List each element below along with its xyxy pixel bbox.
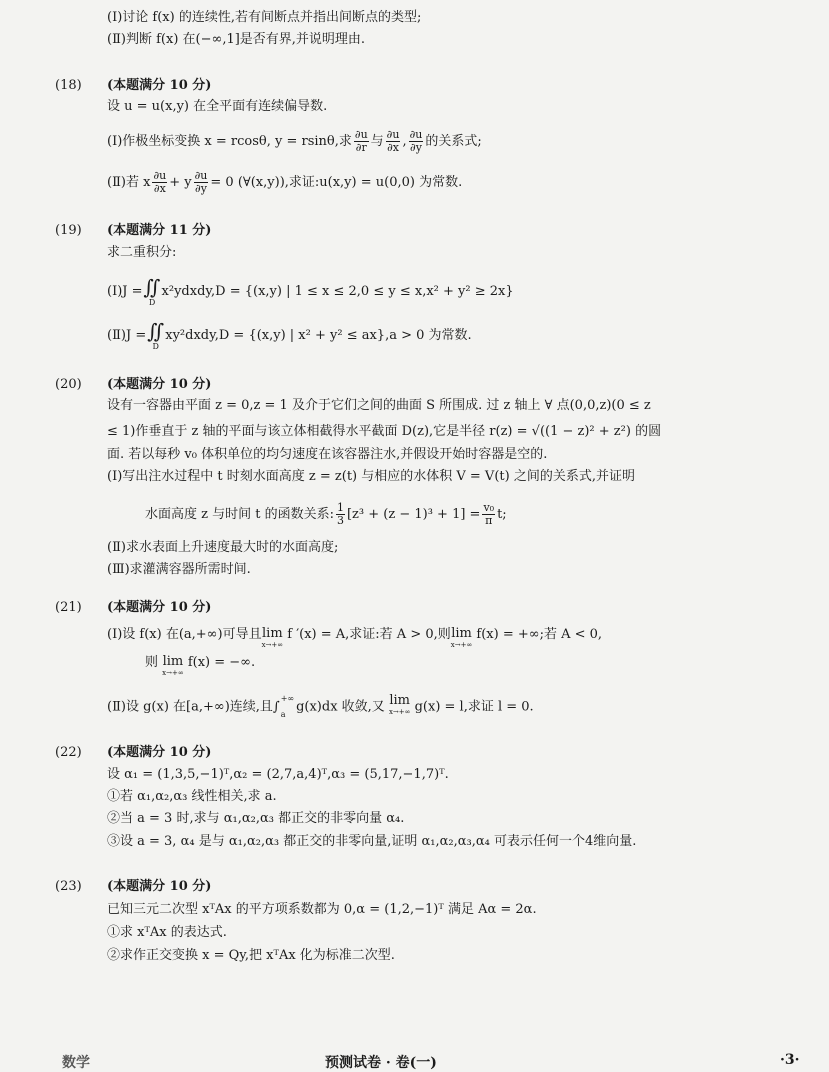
lim-subscript: x→+∞	[388, 708, 411, 716]
lim-label: lim	[162, 654, 184, 669]
text: (Ⅰ)J =	[107, 284, 143, 299]
q21-part2	[107, 694, 534, 720]
text: xy²dxdy,D = {(x,y) | x² + y² ≤ ax},a > 0 为常数.	[165, 328, 472, 343]
q23-part1: ①求 xᵀAx 的表达式.	[107, 925, 227, 940]
fraction	[152, 170, 167, 195]
text: 水面高度 z 与时间 t 的函数关系:	[145, 507, 334, 522]
q20-score: (本题满分 10 分)	[107, 377, 212, 392]
text: (Ⅱ)若 x	[107, 175, 151, 190]
q18-intro: 设 u = u(x,y) 在全平面有连续偏导数.	[107, 99, 328, 114]
numerator: 1	[336, 501, 344, 514]
q22-part2: ②当 a = 3 时,求与 α₁,α₂,α₃ 都正交的非零向量 α₄.	[107, 811, 405, 826]
text: (Ⅰ)设 f(x) 在(a,+∞)可导且	[107, 627, 262, 642]
denominator: ∂r	[355, 141, 367, 154]
q22-score: (本题满分 10 分)	[107, 745, 212, 760]
q20-number: (20)	[55, 377, 82, 392]
lim-label: lim	[451, 626, 472, 641]
limit	[162, 655, 184, 677]
q21-number: (21)	[55, 600, 82, 615]
denominator: ∂x	[387, 141, 400, 154]
upper-limit: +∞	[280, 694, 295, 703]
text: g(x)dx 收敛,又	[296, 699, 385, 715]
text: f ′(x) = A,求证:若 A > 0,则	[287, 627, 451, 642]
double-integral	[147, 320, 164, 351]
fraction	[409, 129, 424, 154]
q23-intro: 已知三元二次型 xᵀAx 的平方项系数都为 0,α = (1,2,−1)ᵀ 满足 Aα = 2α.	[107, 902, 537, 917]
q21-part1	[107, 627, 602, 649]
integral-limits	[281, 694, 294, 720]
q23-number: (23)	[55, 879, 82, 894]
lim-subscript: x→+∞	[162, 669, 184, 677]
fraction	[336, 502, 345, 527]
q20-part1: (Ⅰ)写出注水过程中 t 时刻水面高度 z = z(t) 与相应的水体积 V = V(t) 之间的关系式,并证明	[107, 469, 635, 484]
text: g(x) = l,求证 l = 0.	[414, 699, 534, 715]
limit	[389, 694, 411, 716]
numerator: ∂u	[409, 128, 423, 141]
denominator: ∂y	[410, 141, 422, 154]
q18-number: (18)	[55, 78, 82, 93]
q20-part1-formula	[145, 502, 507, 527]
q20-line1: 设有一容器由平面 z = 0,z = 1 及介于它们之间的曲面 S 所围成. 过 z 轴上 ∀ 点(0,0,z)(0 ≤ z	[107, 398, 651, 413]
q19-number: (19)	[55, 223, 82, 238]
fraction	[386, 129, 401, 154]
domain-label: D	[152, 342, 159, 351]
text: (Ⅰ)作极坐标变换 x = rcosθ, y = rsinθ,求	[107, 134, 352, 149]
numerator: ∂u	[386, 128, 400, 141]
q18-part1	[107, 129, 482, 154]
q20-line3: 面. 若以每秒 v₀ 体积单位的均匀速度在该容器注水,并假设开始时容器是空的.	[107, 447, 548, 462]
text: = 0 (∀(x,y)),求证:u(x,y) = u(0,0) 为常数.	[210, 175, 463, 190]
q22-part3: ③设 a = 3, α₄ 是与 α₁,α₂,α₃ 都正交的非零向量,证明 α₁,α₂,α₃,α₄ 可表示任何一个4维向量.	[107, 834, 637, 849]
numerator: ∂u	[153, 169, 167, 182]
q22-intro: 设 α₁ = (1,3,5,−1)ᵀ,α₂ = (2,7,a,4)ᵀ,α₃ = (5,17,−1,7)ᵀ.	[107, 767, 449, 782]
footer-subject: 数学	[62, 1055, 90, 1071]
q17-part2: (Ⅱ)判断 f(x) 在(−∞,1]是否有界,并说明理由.	[107, 32, 366, 47]
text: (Ⅱ)设 g(x) 在[a,+∞)连续,且∫	[107, 699, 280, 715]
text: + y	[169, 175, 192, 190]
fraction	[194, 170, 209, 195]
q20-line2: ≤ 1)作垂直于 z 轴的平面与该立体相截得水平截面 D(z),它是半径 r(z) = √((1 − z)² + z²) 的圆	[107, 424, 662, 439]
q22-part1: ①若 α₁,α₂,α₃ 线性相关,求 a.	[107, 789, 277, 804]
lim-subscript: x→+∞	[261, 641, 284, 649]
text: ,	[402, 134, 407, 149]
text: 与	[370, 134, 384, 149]
denominator: 3	[336, 514, 344, 527]
fraction	[354, 129, 369, 154]
q22-number: (22)	[55, 745, 82, 760]
denominator: ∂x	[153, 182, 166, 195]
numerator: ∂u	[194, 169, 208, 182]
lim-subscript: x→+∞	[450, 641, 473, 649]
footer-title: 预测试卷 · 卷(一)	[325, 1055, 437, 1071]
q21-score: (本题满分 10 分)	[107, 600, 212, 615]
numerator: ∂u	[354, 128, 368, 141]
numerator: v₀	[483, 501, 495, 514]
q23-part2: ②求作正交变换 x = Qy,把 xᵀAx 化为标准二次型.	[107, 948, 395, 963]
limit	[451, 627, 473, 649]
text: 则	[145, 655, 159, 670]
q19-part2	[107, 320, 472, 351]
q17-part1: (Ⅰ)讨论 f(x) 的连续性,若有间断点并指出间断点的类型;	[107, 10, 422, 25]
lim-label: lim	[389, 693, 411, 708]
q20-part3: (Ⅲ)求灌满容器所需时间.	[107, 562, 251, 577]
fraction	[482, 502, 495, 527]
q23-score: (本题满分 10 分)	[107, 879, 212, 894]
q20-part2: (Ⅱ)求水表面上升速度最大时的水面高度;	[107, 540, 339, 555]
q18-score: (本题满分 10 分)	[107, 78, 212, 93]
integral-sign: ∬	[143, 275, 161, 299]
text: 的关系式;	[425, 134, 482, 149]
q18-part2	[107, 170, 462, 195]
text: f(x) = +∞;若 A < 0,	[476, 627, 603, 642]
domain-label: D	[148, 298, 156, 307]
text: (Ⅱ)J =	[107, 328, 147, 343]
denominator: π	[485, 514, 493, 527]
q19-intro: 求二重积分:	[107, 245, 177, 260]
text: f(x) = −∞.	[187, 655, 256, 670]
denominator: ∂y	[195, 182, 207, 195]
text: t;	[497, 507, 507, 522]
limit	[262, 627, 284, 649]
integral-sign: ∬	[147, 319, 165, 343]
lim-label: lim	[262, 626, 283, 641]
lower-limit: a	[280, 710, 286, 719]
page-number: ·3·	[780, 1052, 800, 1068]
text: [z³ + (z − 1)³ + 1] =	[346, 507, 481, 522]
q21-part1-cont	[145, 655, 255, 677]
q19-score: (本题满分 11 分)	[107, 223, 212, 238]
q19-part1	[107, 276, 514, 307]
text: x²ydxdy,D = {(x,y) | 1 ≤ x ≤ 2,0 ≤ y ≤ x,x² + y² ≥ 2x}	[161, 284, 514, 299]
double-integral	[144, 276, 161, 307]
